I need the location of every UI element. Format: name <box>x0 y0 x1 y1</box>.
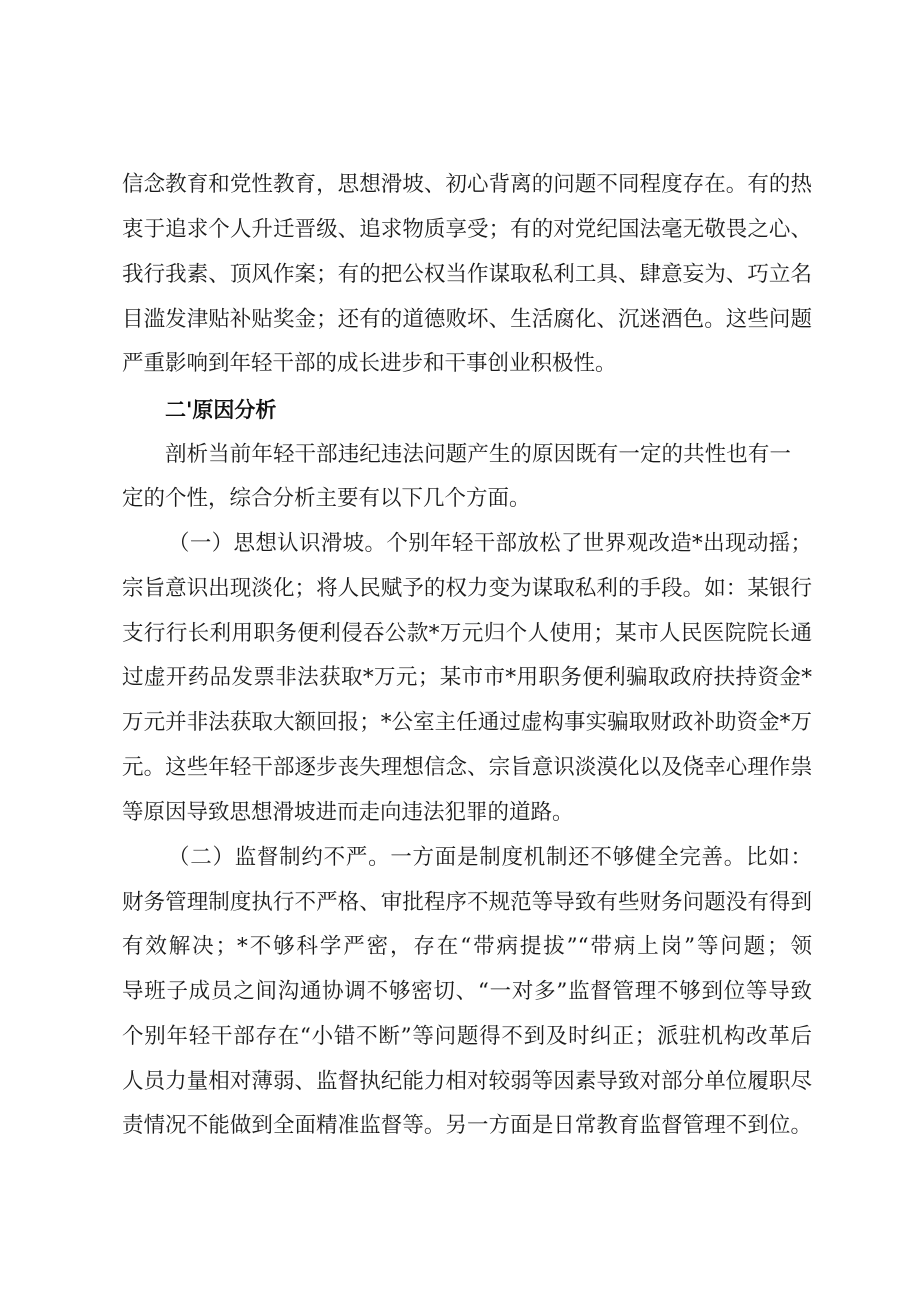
section-heading: 二'原因分析 <box>165 398 277 422</box>
para3-line-4: 过虚开药品发票非法获取*万元；某市市*用职务便利骗取政府扶持资金* <box>122 665 812 690</box>
para3-line-2: 宗旨意识出现淡化；将人民赋予的权力变为谋取私利的手段。如：某银行 <box>122 576 812 601</box>
para4-line-6: 人员力量相对薄弱、监督执纪能力相对较弱等因素导致对部分单位履职尽 <box>122 1069 812 1094</box>
para1-line-3: 我行我素、顶风作案；有的把公权当作谋取私利工具、肆意妄为、巧立名 <box>122 262 812 287</box>
para3-line-3: 支行行长利用职务便利侵吞公款*万元归个人使用；某市人民医院院长通 <box>122 621 812 646</box>
para3-line-5: 万元并非法获取大额回报；*公室主任通过虚构事实骗取财政补助资金*万 <box>122 710 812 735</box>
para4-line-7: 责情况不能做到全面精准监督等。另一方面是日常教育监督管理不到位。 <box>122 1113 812 1138</box>
para1-line-1: 信念教育和党性教育，思想滑坡、初心背离的问题不同程度存在。有的热 <box>122 172 812 197</box>
para2-line-2: 定的个性，综合分析主要有以下几个方面。 <box>122 486 531 511</box>
para4-line-5: 个别年轻干部存在“小错不断”等问题得不到及时纠正；派驻机构改革后 <box>122 1024 812 1049</box>
para2-line-1: 剖析当前年轻干部违纪违法问题产生的原因既有一定的共性也有一 <box>165 442 791 467</box>
para4-line-4: 导班子成员之间沟通协调不够密切、“一对多”监督管理不够到位等导致 <box>122 979 812 1004</box>
para1-line-4: 目滥发津贴补贴奖金；还有的道德败坏、生活腐化、沉迷酒色。这些问题 <box>122 307 812 332</box>
para4-line-1: （二）监督制约不严。一方面是制度机制还不够健全完善。比如： <box>168 845 812 870</box>
para3-line-1: （一）思想认识滑坡。个别年轻干部放松了世界观改造*出现动摇； <box>168 531 812 556</box>
para4-line-3: 有效解决；*不够科学严密，存在“带病提拔”“带病上岗”等问题；领 <box>122 934 812 959</box>
para3-line-6: 元。这些年轻干部逐步丧失理想信念、宗旨意识淡漠化以及侥幸心理作祟 <box>122 755 812 780</box>
para4-line-2: 财务管理制度执行不严格、审批程序不规范等导致有些财务问题没有得到 <box>122 890 812 915</box>
para1-line-5: 严重影响到年轻干部的成长进步和干事创业积极性。 <box>122 351 617 376</box>
para1-line-2: 衷于追求个人升迁晋级、追求物质享受；有的对党纪国法毫无敬畏之心、 <box>122 217 812 242</box>
para3-line-7: 等原因导致思想滑坡进而走向违法犯罪的道路。 <box>122 800 574 825</box>
